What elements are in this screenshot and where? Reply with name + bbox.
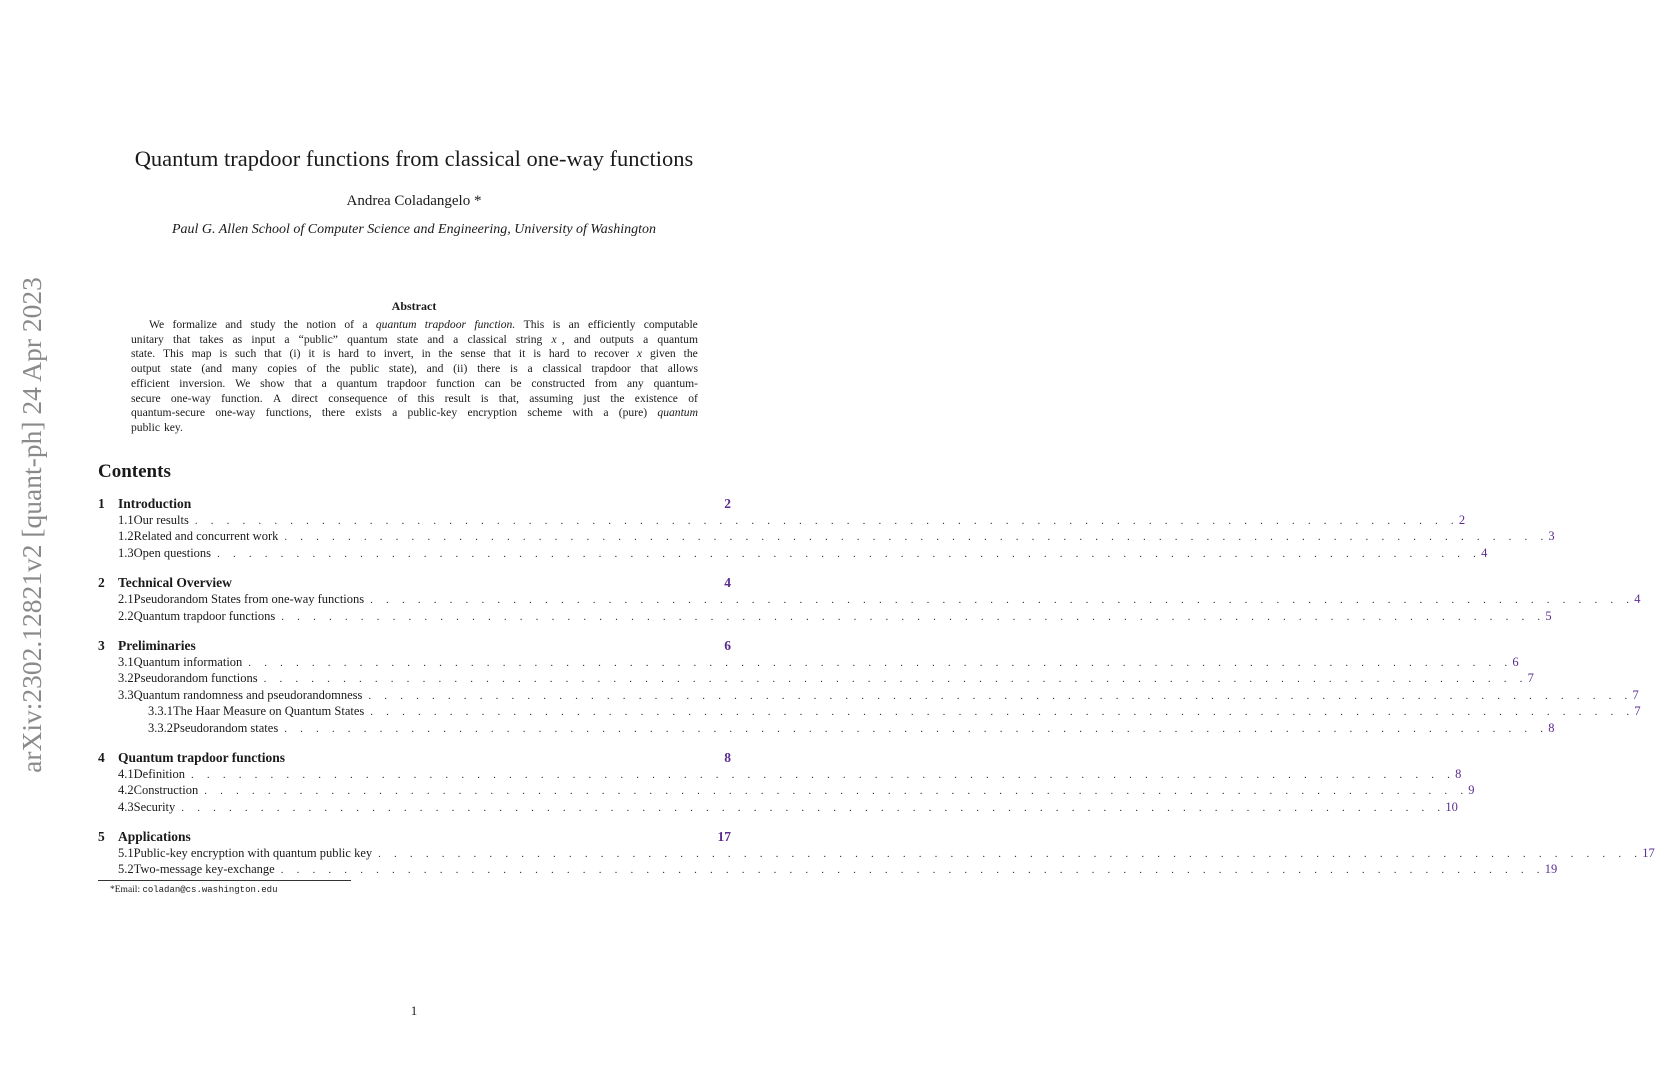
- abstract-word: a: [284, 332, 290, 346]
- abstract-word: takes: [199, 332, 224, 346]
- footnote-label: *Email:: [110, 885, 143, 895]
- abstract-word: notion: [306, 318, 336, 331]
- toc-subsection-number: 4.3: [118, 799, 134, 814]
- toc-gap: [98, 737, 731, 750]
- abstract-word: and: [427, 332, 444, 346]
- abstract-word: consequence: [328, 391, 388, 405]
- toc-section-5[interactable]: [98, 829, 731, 846]
- paper-author: Andrea Coladangelo *: [346, 193, 482, 209]
- toc-subsection-4.2[interactable]: [98, 783, 1475, 799]
- abstract-word: unitary: [131, 332, 164, 346]
- toc-page-link[interactable]: 2: [724, 496, 731, 511]
- toc-page-link[interactable]: 2: [1458, 513, 1466, 527]
- abstract-word: public: [131, 420, 160, 434]
- toc-page-link[interactable]: 17: [1642, 846, 1655, 861]
- abstract-word: (i): [289, 347, 301, 361]
- toc-section-number: 5: [98, 829, 105, 845]
- abstract-word: This: [523, 318, 545, 331]
- toc-section-4[interactable]: [98, 750, 731, 767]
- toc-leader-dots: . . . . . . . . . . . . . . . . . . . . . . . . . . . . . . . . . . . . . . . . . . . . . . . . . . . . . . . . . . . . . . . . . . . . . . . . . . . . . . . .: [370, 594, 1635, 607]
- toc-subsection-number: 3.3.2: [148, 720, 173, 735]
- toc-section-title: Preliminaries: [118, 637, 196, 653]
- abstract-word: constructed: [531, 376, 585, 390]
- abstract-word: to: [366, 347, 376, 361]
- abstract-word: (and: [201, 362, 223, 376]
- abstract-word: We: [235, 376, 251, 390]
- abstract-word: encryption: [467, 406, 518, 420]
- abstract-word: We: [149, 318, 165, 331]
- toc-subsection-title: Pseudorandom functions: [133, 671, 258, 686]
- abstract-word: public: [350, 362, 380, 376]
- toc-subsection-number: 4.2: [118, 783, 134, 798]
- toc-subsection-number: 2.1: [118, 592, 134, 607]
- abstract-word: a: [527, 362, 533, 376]
- abstract-word: as: [232, 332, 243, 346]
- abstract-word: secure: [131, 391, 161, 405]
- toc-leader-dots: . . . . . . . . . . . . . . . . . . . . . . . . . . . . . . . . . . . . . . . . . . . . . . . . . . . . . . . . . . . . . . . . . . . . . . . . . . . . . . . .: [181, 801, 1446, 814]
- toc-page-link[interactable]: 6: [724, 637, 731, 653]
- toc-page-link[interactable]: 19: [1544, 862, 1558, 877]
- toc-leader-dots: . . . . . . . . . . . . . . . . . . . . . . . . . . . . . . . . . . . . . . . . . . . . . . . . . . . . . . . . . . . . . . . . . . . . . . . . . . . . . . . .: [217, 547, 1482, 560]
- abstract-word: state: [396, 332, 419, 346]
- abstract-line: [131, 421, 698, 436]
- toc-leader-dots: . . . . . . . . . . . . . . . . . . . . . . . . . . . . . . . . . . . . . . . . . . . . . . . . . . . . . . . . . . . . . . . . . . . . . . . . . . . . . . . .: [368, 689, 1633, 702]
- toc-leader-dots: . . . . . . . . . . . . . . . . . . . . . . . . . . . . . . . . . . . . . . . . . . . . . . . . . . . . . . . . . . . . . . . . . . . . . . . . . . . . . . . .: [248, 656, 1513, 669]
- toc-page-link[interactable]: 8: [1455, 766, 1462, 781]
- abstract-word: be: [510, 376, 522, 390]
- abstract-word: is: [552, 318, 561, 331]
- toc-leader-dots: . . . . . . . . . . . . . . . . . . . . . . . . . . . . . . . . . . . . . . . . . . . . . . . . . . . . . . . . . . . . . . . . . . . . . . . . . . . . . . . .: [263, 673, 1528, 686]
- toc-subsection-1.2[interactable]: [98, 529, 1555, 545]
- abstract-word: a: [362, 318, 368, 331]
- toc-subsection-2.2[interactable]: [98, 608, 1552, 625]
- abstract-word: efficiently: [587, 318, 636, 331]
- toc-subsection-title: Definition: [133, 766, 186, 781]
- toc-subsection-4.1[interactable]: [98, 766, 1462, 783]
- abstract-word: that: [640, 362, 658, 376]
- toc-page-link[interactable]: 5: [1545, 608, 1552, 623]
- abstract-word: recover: [594, 347, 629, 361]
- abstract-word: copies: [267, 362, 297, 376]
- toc-subsection-number: 5.1: [118, 846, 134, 861]
- abstract-word: is: [510, 362, 518, 376]
- toc-subsection-title: Related and concurrent work: [133, 529, 279, 544]
- abstract-word: given: [649, 347, 676, 361]
- toc-subsection-title: Pseudorandom states: [173, 720, 279, 735]
- abstract-line: [131, 362, 698, 377]
- toc-subsection-number: 1.1: [118, 513, 134, 527]
- abstract-word: trapdoor: [387, 376, 427, 390]
- abstract-word: the: [283, 318, 299, 331]
- abstract-word: a: [643, 332, 649, 346]
- abstract-word: trapdoor: [424, 318, 467, 331]
- abstract-word: quantum: [375, 318, 417, 331]
- abstract-word: ,: [561, 332, 565, 346]
- abstract-word: of: [306, 362, 317, 376]
- toc-subsection-5.1[interactable]: [98, 846, 1655, 862]
- abstract-word: hard: [338, 347, 359, 361]
- toc-subsection-1.3[interactable]: [98, 545, 1488, 562]
- abstract-word: formalize: [172, 318, 217, 331]
- abstract-word: of: [397, 391, 408, 405]
- toc-leader-dots: . . . . . . . . . . . . . . . . . . . . . . . . . . . . . . . . . . . . . . . . . . . . . . . . . . . . . . . . . . . . . . . . . . . . . . . . . . . . . . . .: [280, 864, 1545, 877]
- abstract-word: state),: [388, 362, 417, 376]
- toc-section-number: 3: [98, 637, 105, 653]
- footnote-rule: [98, 880, 351, 881]
- abstract-word: just: [583, 391, 601, 405]
- abstract-word: it: [308, 347, 315, 361]
- toc-leader-dots: . . . . . . . . . . . . . . . . . . . . . . . . . . . . . . . . . . . . . . . . . . . . . . . . . . . . . . . . . . . . . . . . . . . . . . . . . . . . . . . .: [378, 848, 1643, 861]
- toc-section-number: 1: [98, 496, 105, 511]
- abstract-line: [131, 333, 698, 348]
- toc-page-link[interactable]: 4: [1634, 592, 1641, 607]
- arxiv-identifier: arXiv:2302.12821v2 [quant-ph] 24 Apr 2023: [16, 277, 47, 773]
- abstract-word: key.: [163, 420, 183, 434]
- contents-heading: Contents: [98, 461, 171, 482]
- toc-subsection-3.3.1[interactable]: [98, 704, 1641, 720]
- abstract-word: from: [594, 376, 618, 390]
- toc-page-link[interactable]: 9: [1468, 783, 1475, 798]
- abstract-word: map: [191, 347, 212, 361]
- abstract-word: assuming: [529, 391, 574, 405]
- abstract-word: of: [344, 318, 355, 331]
- abstract-word: a: [603, 406, 609, 420]
- toc-page-link[interactable]: 6: [1512, 654, 1519, 669]
- abstract-word: with: [572, 406, 594, 420]
- abstract-word: and: [225, 318, 243, 331]
- abstract-word: that: [294, 376, 312, 390]
- toc-subsection-2.1[interactable]: [98, 592, 1641, 608]
- abstract-word: result: [444, 391, 471, 405]
- abstract-word: public-key: [407, 406, 458, 420]
- toc-section-1[interactable]: [98, 496, 731, 513]
- toc-subsection-title: Quantum randomness and pseudorandomness: [133, 687, 363, 702]
- toc-subsection-title: The Haar Measure on Quantum States: [173, 704, 365, 719]
- abstract-word: x: [636, 347, 643, 361]
- abstract-word: it: [518, 347, 526, 361]
- abstract-word: quantum: [657, 332, 698, 346]
- abstract-word: functions,: [265, 406, 312, 420]
- abstract-word: A: [272, 391, 282, 405]
- abstract-word: state.: [131, 347, 156, 361]
- abstract-word: a: [321, 376, 327, 390]
- abstract-word: there: [477, 362, 501, 376]
- toc-subsection-title: Security: [133, 799, 176, 814]
- abstract-word: is: [533, 347, 541, 361]
- toc-subsection-number: 3.1: [118, 654, 134, 669]
- table-of-contents: [98, 496, 1655, 879]
- abstract-word: study: [250, 318, 276, 331]
- toc-page-link[interactable]: 7: [1632, 687, 1639, 702]
- abstract-word: classical: [467, 332, 507, 346]
- abstract-word: input: [251, 332, 276, 346]
- toc-page-link[interactable]: 4: [1481, 545, 1488, 560]
- toc-section-3[interactable]: [98, 638, 731, 655]
- toc-section-2[interactable]: [98, 575, 731, 592]
- abstract-word: invert,: [383, 347, 414, 361]
- abstract-line: [131, 318, 698, 333]
- abstract-word: existence: [634, 391, 678, 405]
- toc-page-link[interactable]: 3: [1548, 529, 1555, 544]
- toc-subsection-3.3[interactable]: [98, 687, 1639, 704]
- abstract-line: [131, 392, 698, 407]
- toc-gap: [98, 625, 731, 638]
- abstract-word: to: [577, 347, 587, 361]
- toc-subsection-3.1[interactable]: [98, 654, 1519, 671]
- abstract-word: and: [426, 362, 444, 376]
- abstract-word: one-way: [170, 391, 211, 405]
- abstract-word: output: [131, 362, 161, 376]
- abstract-word: the: [610, 391, 625, 405]
- abstract-word: function.: [221, 391, 263, 405]
- toc-subsection-number: 3.3.1: [148, 704, 173, 719]
- footnote-email: coladan@cs.washington.edu: [142, 885, 278, 895]
- abstract-word: “public”: [298, 332, 338, 346]
- toc-section-title: Quantum trapdoor functions: [118, 749, 286, 765]
- toc-subsection-title: Pseudorandom States from one-way functions: [133, 592, 365, 607]
- abstract-word: state: [170, 362, 192, 376]
- toc-subsection-title: Quantum information: [133, 654, 243, 669]
- abstract-word: hard: [548, 347, 570, 361]
- abstract-word: is: [480, 391, 489, 405]
- abstract-line: [131, 377, 698, 392]
- toc-subsection-number: 1.2: [118, 529, 134, 544]
- abstract-word: this: [417, 391, 435, 405]
- toc-page-link[interactable]: 7: [1527, 671, 1534, 686]
- toc-subsection-title: Construction: [133, 783, 199, 798]
- toc-section-title: Technical Overview: [118, 575, 232, 591]
- abstract-word: string: [515, 332, 543, 346]
- toc-subsection-title: Two-message key-exchange: [133, 862, 275, 877]
- toc-subsection-number: 2.2: [118, 608, 134, 623]
- abstract-word: outputs: [599, 332, 634, 346]
- toc-section-title: Introduction: [118, 496, 192, 511]
- abstract-word: direct: [291, 391, 318, 405]
- abstract-word: exists: [355, 406, 382, 420]
- abstract-word: This: [163, 347, 184, 361]
- abstract-word: can: [484, 376, 501, 390]
- toc-page-link[interactable]: 10: [1445, 799, 1458, 814]
- toc-page-link[interactable]: 4: [724, 575, 731, 591]
- toc-subsection-number: 3.3: [118, 687, 134, 702]
- abstract-word: that,: [498, 391, 519, 405]
- abstract-word: trapdoor: [591, 362, 631, 376]
- abstract-line: [131, 406, 698, 421]
- abstract-word: quantum: [657, 406, 698, 420]
- toc-gap: [98, 816, 731, 829]
- abstract-word: the: [326, 362, 341, 376]
- abstract-word: is: [322, 347, 331, 361]
- toc-subsection-title: Our results: [133, 513, 189, 527]
- arxiv-sidebar-stamp: [14, 275, 50, 775]
- abstract-word: that: [264, 347, 282, 361]
- abstract-word: function: [436, 376, 475, 390]
- abstract-word: quantum: [347, 332, 388, 346]
- toc-subsection-title: Quantum trapdoor functions: [133, 608, 276, 623]
- abstract-word: any: [626, 376, 644, 390]
- abstract-word: of: [688, 391, 698, 405]
- toc-subsection-title: Open questions: [133, 545, 212, 560]
- abstract-word: such: [235, 347, 257, 361]
- abstract-word: computable: [643, 318, 698, 331]
- toc-leader-dots: . . . . . . . . . . . . . . . . . . . . . . . . . . . . . . . . . . . . . . . . . . . . . . . . . . . . . . . . . . . . . . . . . . . . . . . . . . . . . . . .: [204, 785, 1469, 798]
- toc-subsection-title: Public-key encryption with quantum public key: [133, 846, 373, 861]
- paper-title: Quantum trapdoor functions from classical one-way functions: [134, 146, 694, 171]
- abstract-word: sense: [460, 347, 486, 361]
- abstract-word: classical: [542, 362, 582, 376]
- abstract-word: a: [392, 406, 398, 420]
- abstract-word: (ii): [453, 362, 468, 376]
- toc-subsection-1.1[interactable]: [98, 513, 1466, 529]
- abstract-word: and: [573, 332, 591, 346]
- page-number: 1: [410, 1003, 418, 1018]
- toc-subsection-3.2[interactable]: [98, 671, 1534, 687]
- abstract-word: allows: [667, 362, 698, 376]
- abstract-word: show: [260, 376, 285, 390]
- abstract-word: the: [438, 347, 453, 361]
- toc-leader-dots: . . . . . . . . . . . . . . . . . . . . . . . . . . . . . . . . . . . . . . . . . . . . . . . . . . . . . . . . . . . . . . . . . . . . . . . . . . . . . . . .: [194, 515, 1459, 527]
- toc-subsection-number: 5.2: [118, 862, 134, 877]
- abstract-word: there: [321, 406, 346, 420]
- toc-subsection-5.2[interactable]: [98, 862, 1558, 878]
- abstract-word: scheme: [527, 406, 563, 420]
- toc-gap: [98, 562, 731, 575]
- abstract-word: quantum-: [653, 376, 698, 390]
- toc-leader-dots: . . . . . . . . . . . . . . . . . . . . . . . . . . . . . . . . . . . . . . . . . . . . . . . . . . . . . . . . . . . . . . . . . . . . . . . . . . . . . . . .: [281, 610, 1546, 623]
- paper-affiliation: Paul G. Allen School of Computer Science and Engineering, University of Washington: [171, 222, 657, 237]
- abstract-word: one-way: [215, 406, 256, 420]
- abstract-word: inversion.: [179, 376, 226, 390]
- abstract-word: is: [219, 347, 228, 361]
- abstract-line: [131, 347, 698, 362]
- abstract-word: many: [231, 362, 258, 376]
- abstract-word: efficient: [131, 376, 170, 390]
- toc-section-number: 4: [98, 749, 105, 765]
- toc-subsection-4.3[interactable]: [98, 799, 1458, 816]
- abstract-word: x: [551, 332, 557, 346]
- abstract-heading: Abstract: [391, 299, 437, 313]
- toc-subsection-number: 3.2: [118, 671, 134, 686]
- toc-page-link[interactable]: 17: [717, 829, 731, 845]
- toc-leader-dots: . . . . . . . . . . . . . . . . . . . . . . . . . . . . . . . . . . . . . . . . . . . . . . . . . . . . . . . . . . . . . . . . . . . . . . . . . . . . . . . .: [370, 706, 1635, 719]
- toc-leader-dots: . . . . . . . . . . . . . . . . . . . . . . . . . . . . . . . . . . . . . . . . . . . . . . . . . . . . . . . . . . . . . . . . . . . . . . . . . . . . . . . .: [284, 722, 1549, 735]
- toc-subsection-number: 4.1: [118, 766, 134, 781]
- abstract-word: that: [493, 347, 511, 361]
- toc-page-link[interactable]: 7: [1634, 704, 1641, 719]
- toc-page-link[interactable]: 8: [724, 749, 731, 765]
- toc-section-number: 2: [98, 575, 105, 591]
- abstract-body: [131, 318, 698, 436]
- footnote: [110, 885, 277, 895]
- toc-leader-dots: . . . . . . . . . . . . . . . . . . . . . . . . . . . . . . . . . . . . . . . . . . . . . . . . . . . . . . . . . . . . . . . . . . . . . . . . . . . . . . . .: [191, 768, 1456, 781]
- abstract-word: a: [453, 332, 459, 346]
- abstract-word: quantum: [336, 376, 378, 390]
- abstract-word: in: [421, 347, 431, 361]
- abstract-word: the: [683, 347, 698, 361]
- toc-page-link[interactable]: 8: [1548, 720, 1555, 735]
- toc-leader-dots: . . . . . . . . . . . . . . . . . . . . . . . . . . . . . . . . . . . . . . . . . . . . . . . . . . . . . . . . . . . . . . . . . . . . . . . . . . . . . . . .: [284, 531, 1549, 544]
- abstract-word: quantum-secure: [131, 406, 206, 420]
- toc-subsection-number: 1.3: [118, 545, 134, 560]
- toc-section-title: Applications: [118, 829, 191, 845]
- abstract-word: an: [568, 318, 580, 331]
- abstract-word: function.: [474, 318, 516, 331]
- toc-subsection-3.3.2[interactable]: [98, 720, 1555, 737]
- abstract-word: that: [173, 332, 191, 346]
- abstract-word: (pure): [618, 406, 648, 420]
